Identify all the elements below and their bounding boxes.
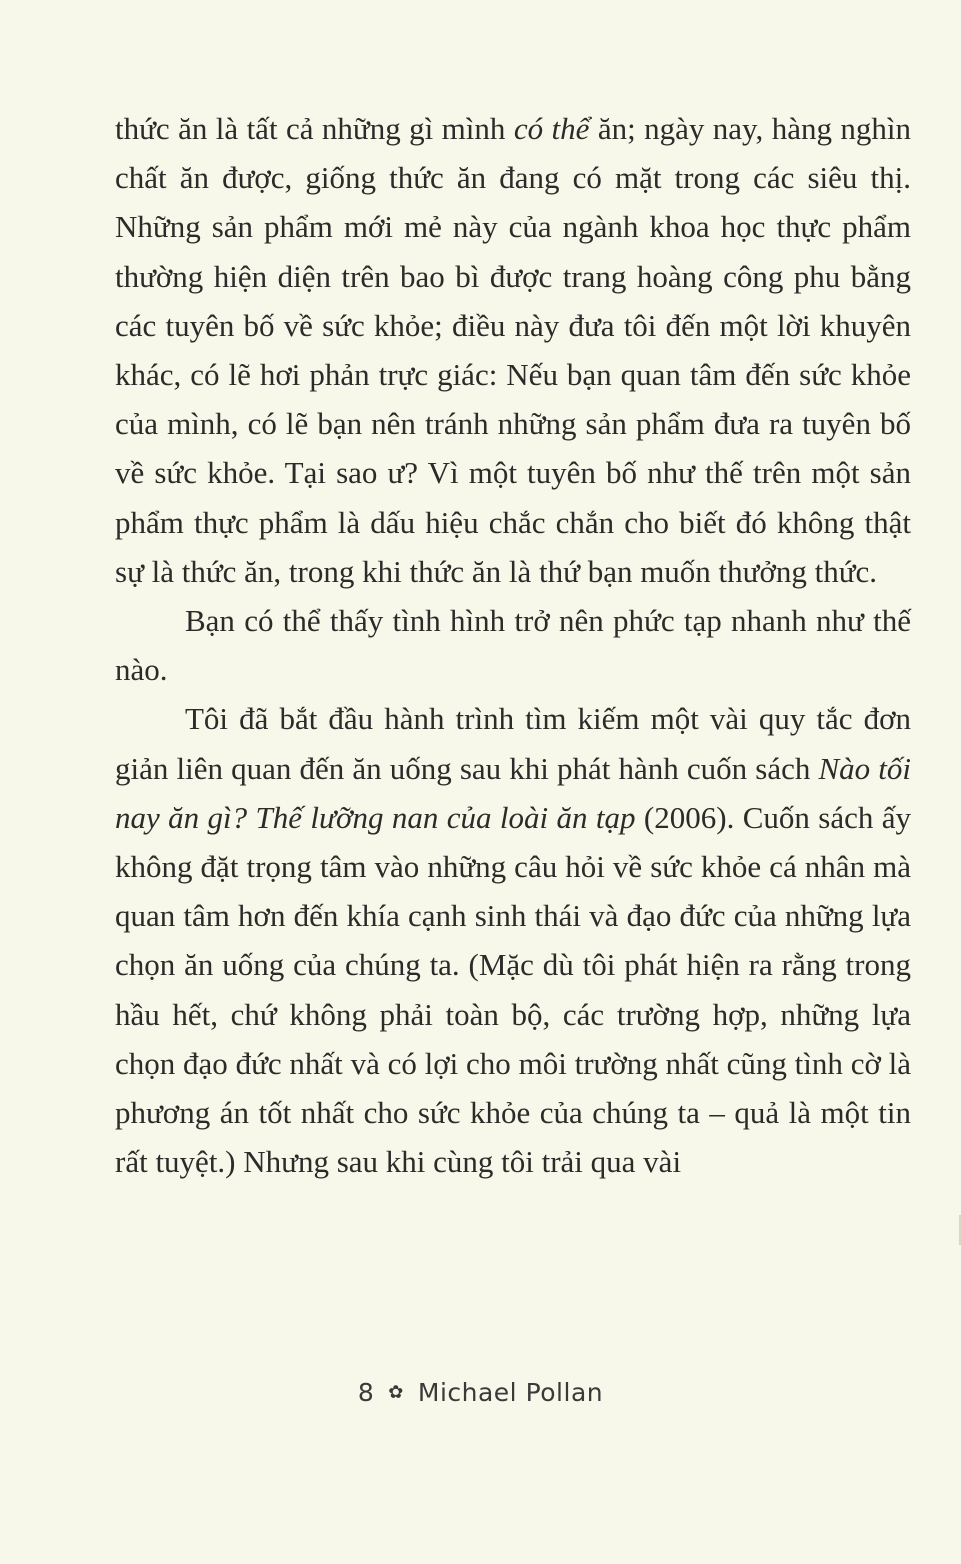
body-text xyxy=(115,104,911,1186)
paragraph-1-emphasis: có thể xyxy=(513,111,590,146)
page-footer xyxy=(0,1378,961,1407)
paragraph-1 xyxy=(115,104,911,596)
leaf-ornament-icon: ✿ xyxy=(388,1382,404,1403)
paragraph-3-text-end: (2006). Cuốn sách ấy không đặt trọng tâm vào những câu hỏi về sức khỏe cá nhân mà quan tâm hơn đến khía cạnh sinh thái và đạo đức của những lựa chọn ăn uống của chúng ta. (Mặc dù tôi phát hiện ra rằng trong hầu hết, chứ không phải toàn bộ, các trường hợp, những lựa chọn đạo đức nhất và có lợi cho môi trường nhất cũng tình cờ là phương án tốt nhất cho sức khỏe của chúng ta – quả là một tin rất tuyệt.) Nhưng sau khi cùng tôi trải qua vài xyxy=(115,799,911,1180)
paragraph-1-text-end: ăn; ngày nay, hàng nghìn chất ăn được, giống thức ăn đang có mặt trong các siêu thị. Những sản phẩm mới mẻ này của ngành khoa học thực phẩm thường hiện diện trên bao bì được trang hoàng công phu bằng các tuyên bố về sức khỏe; điều này đưa tôi đến một lời khuyên khác, có lẽ hơi phản trực giác: Nếu bạn quan tâm đến sức khỏe của mình, có lẽ bạn nên tránh những sản phẩm đưa ra tuyên bố về sức khỏe. Tại sao ư? Vì một tuyên bố như thế trên một sản phẩm thực phẩm là dấu hiệu chắc chắn cho biết đó không thật sự là thức ăn, trong khi thức ăn là thứ bạn muốn thưởng thức. xyxy=(115,111,911,589)
book-title: Nào tối nay ăn gì? Thế lưỡng nan của loài ăn tạp xyxy=(115,750,912,835)
page-number: 8 xyxy=(357,1378,375,1407)
author-name: Michael Pollan xyxy=(417,1378,604,1407)
paragraph-3 xyxy=(115,694,911,1186)
paragraph-3-text-start: Tôi đã bắt đầu hành trình tìm kiếm một vài quy tắc đơn giản liên quan đến ăn uống sau khi phát hành cuốn sách xyxy=(115,701,911,786)
paragraph-2: Bạn có thể thấy tình hình trở nên phức tạp nhanh như thế nào. xyxy=(115,603,911,688)
paragraph-1-text-start: thức ăn là tất cả những gì mình xyxy=(115,111,514,146)
